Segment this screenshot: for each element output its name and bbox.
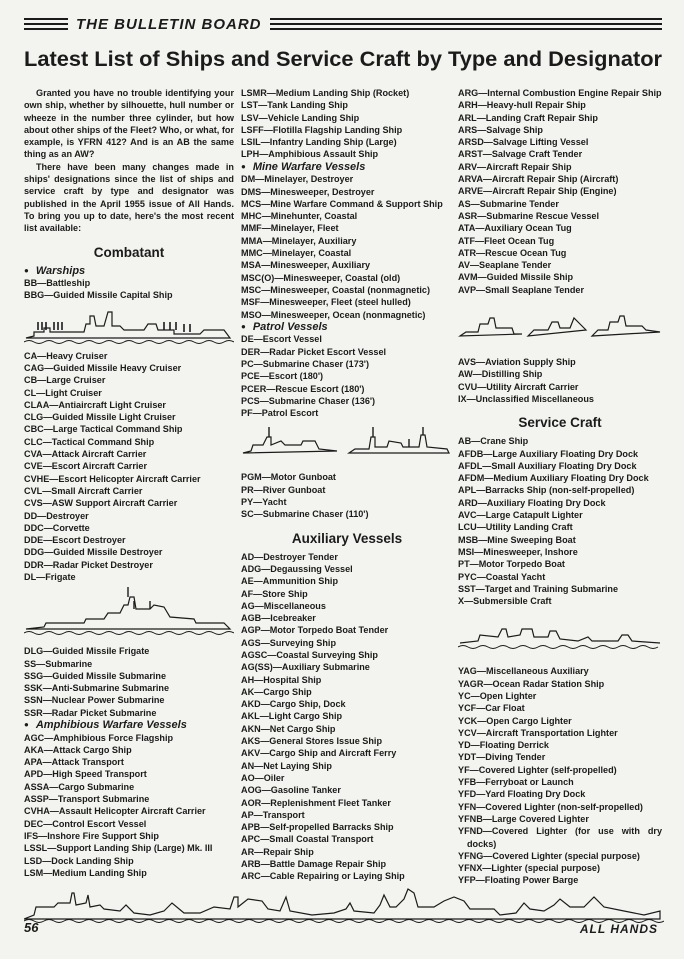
list-item: DEC—Control Escort Vessel (24, 818, 147, 829)
list-item: CLAA—Antiaircraft Light Cruiser (24, 399, 166, 410)
list-item: ASR—Submarine Rescue Vessel (458, 210, 600, 221)
list-item: IX—Unclassified Miscellaneous (458, 393, 594, 404)
list-item: ARV—Aircraft Repair Ship (458, 161, 572, 172)
list-item: PCER—Rescue Escort (180') (241, 383, 365, 394)
list-item: AKV—Cargo Ship and Aircraft Ferry (241, 748, 397, 759)
list-item: AG(SS)—Auxiliary Submarine (241, 662, 370, 673)
list-item: YF—Covered Lighter (self-propelled) (458, 764, 617, 775)
list-item: LSD—Dock Landing Ship (24, 855, 134, 866)
list-item: ARST—Salvage Craft Tender (458, 149, 583, 160)
list-item: ARH—Heavy-hull Repair Ship (458, 100, 586, 111)
list-item: LCU—Utility Landing Craft (458, 522, 573, 533)
list-item: CB—Large Cruiser (24, 375, 106, 386)
list-item: LSSL—Support Landing Ship (Large) Mk. III (24, 843, 213, 854)
list-item: MMC—Minelayer, Coastal (241, 248, 352, 259)
list-item: PR—River Gunboat (241, 484, 326, 495)
list-item: YCF—Car Float (458, 703, 525, 714)
list-item: AF—Store Ship (241, 588, 308, 599)
list-item: AFDL—Small Auxiliary Floating Dry Dock (458, 460, 637, 471)
list-item: APA—Attack Transport (24, 757, 124, 768)
list-item: BBG—Guided Missile Capital Ship (24, 290, 173, 301)
list-item: APC—Small Coastal Transport (241, 834, 374, 845)
list-item: YAGR—Ocean Radar Station Ship (458, 678, 605, 689)
list-item: DDC—Corvette (24, 522, 90, 533)
list-item: AKL—Light Cargo Ship (241, 711, 343, 722)
list-item: AKN—Net Cargo Ship (241, 723, 336, 734)
list-item: YFND—Covered Lighter (for use with dry docks) (458, 826, 662, 849)
list-item: YFP—Floating Power Barge (458, 875, 579, 886)
list-item: ASSP—Transport Submarine (24, 794, 150, 805)
list-item: SSN—Nuclear Power Submarine (24, 695, 165, 706)
list-item: PT—Motor Torpedo Boat (458, 559, 565, 570)
list-item: AGS—Surveying Ship (241, 637, 336, 648)
list-item: AVP—Small Seaplane Tender (458, 284, 585, 295)
list-item: YFNX—Lighter (special purpose) (458, 863, 600, 874)
list-item: LSM—Medium Landing Ship (24, 867, 147, 878)
list-item: SSR—Radar Picket Submarine (24, 707, 157, 718)
list-item: AGSC—Coastal Surveying Ship (241, 649, 378, 660)
list-item: YFN—Covered Lighter (non-self-propelled) (458, 801, 643, 812)
list-item: AK—Cargo Ship (241, 686, 312, 697)
list-item: ADG—Degaussing Vessel (241, 563, 353, 574)
list-item: MSA—Minesweeper, Auxiliary (241, 260, 371, 271)
list-item: AGP—Motor Torpedo Boat Tender (241, 625, 389, 636)
list-item: X—Submersible Craft (458, 596, 552, 607)
column-3-list-b (458, 356, 662, 607)
subsection-heading: ● Amphibious Warfare Vessels (24, 719, 234, 732)
list-item: AFDB—Large Auxiliary Floating Dry Dock (458, 448, 639, 459)
list-item: ASSA—Cargo Submarine (24, 781, 135, 792)
list-item: BB—Battleship (24, 278, 91, 289)
list-item: AGC—Amphibious Force Flagship (24, 732, 174, 743)
list-item: DL—Frigate (24, 572, 76, 582)
list-item: AN—Net Laying Ship (241, 760, 332, 771)
list-item: AH—Hospital Ship (241, 674, 322, 685)
section-title: THE BULLETIN BOARD (76, 15, 262, 33)
list-item: ARSD—Salvage Lifting Vessel (458, 137, 589, 148)
list-item: YFNG—Covered Lighter (special purpose) (458, 850, 640, 861)
list-item: MHC—Minehunter, Coastal (241, 211, 358, 222)
list-item: YAG—Miscellaneous Auxiliary (458, 666, 589, 677)
patrol-vessels-silhouette-icon (241, 419, 453, 471)
list-item: YFNB—Large Covered Lighter (458, 813, 589, 824)
list-item: YCK—Open Cargo Lighter (458, 715, 572, 726)
list-item: YD—Floating Derrick (458, 740, 549, 751)
list-item: CVS—ASW Support Aircraft Carrier (24, 498, 178, 509)
list-item: YFD—Yard Floating Dry Dock (458, 789, 586, 800)
list-item: MMA—Minelayer, Auxiliary (241, 235, 357, 246)
list-item: ARD—Auxiliary Floating Dry Dock (458, 497, 606, 508)
list-item: ATA—Auxiliary Ocean Tug (458, 223, 572, 234)
column-1 (24, 87, 234, 879)
page-title: Latest List of Ships and Service Craft by Type and Designator (24, 48, 662, 71)
list-item: YDT—Diving Tender (458, 752, 546, 763)
list-item: YC—Open Lighter (458, 690, 537, 701)
column-2-list-b (241, 471, 453, 882)
list-item: CBC—Large Tactical Command Ship (24, 424, 183, 435)
subsection-heading: ● Patrol Vessels (241, 321, 453, 334)
list-item: IFS—Inshore Fire Support Ship (24, 830, 159, 841)
list-item: PY—Yacht (241, 497, 287, 508)
list-item: PF—Patrol Escort (241, 408, 319, 419)
list-item: AOR—Replenishment Fleet Tanker (241, 797, 391, 808)
list-item: ARC—Cable Repairing or Laying Ship (241, 871, 405, 882)
cruiser-silhouette-icon (24, 583, 234, 645)
list-item: APD—High Speed Transport (24, 769, 147, 780)
list-item: CLG—Guided Missile Light Cruiser (24, 412, 176, 423)
list-item: CVL—Small Aircraft Carrier (24, 485, 143, 496)
list-item: AFDM—Medium Auxiliary Floating Dry Dock (458, 473, 649, 484)
list-item: DD—Destroyer (24, 510, 89, 521)
subsection-heading: ● Mine Warfare Vessels (241, 161, 453, 174)
list-item: AS—Submarine Tender (458, 198, 559, 209)
list-item: AGB—Icebreaker (241, 613, 316, 624)
section-header (24, 14, 662, 34)
list-item: YFB—Ferryboat or Launch (458, 777, 574, 788)
list-item: ATF—Fleet Ocean Tug (458, 235, 555, 246)
list-item: AE—Ammunition Ship (241, 576, 338, 587)
list-item: ARVE—Aircraft Repair Ship (Engine) (458, 186, 617, 197)
list-item: AW—Distilling Ship (458, 369, 543, 380)
paragraph: There have been many changes made in ships' designations since the list of ships and service craft by type and designator was published in the April 1955 issue of All Hands. To bring you up to date, here's the most recent list available: (24, 161, 234, 234)
list-item: LSV—Vehicle Landing Ship (241, 112, 360, 123)
list-item: LSMR—Medium Landing Ship (Rocket) (241, 88, 410, 98)
list-item: ARG—Internal Combustion Engine Repair Ship (458, 88, 662, 98)
list-item: CLC—Tactical Command Ship (24, 436, 155, 447)
list-item: SS—Submarine (24, 658, 93, 669)
list-item: DDE—Escort Destroyer (24, 535, 126, 546)
list-item: CVU—Utility Aircraft Carrier (458, 381, 579, 392)
list-item: PYC—Coastal Yacht (458, 571, 546, 582)
list-item: AR—Repair Ship (241, 846, 314, 857)
list-item: AOG—Gasoline Tanker (241, 785, 341, 796)
list-item: AB—Crane Ship (458, 436, 529, 447)
list-item: DER—Radar Picket Escort Vessel (241, 346, 387, 357)
list-item: MSC(O)—Minesweeper, Coastal (old) (241, 272, 401, 283)
list-item: SST—Target and Training Submarine (458, 583, 619, 594)
list-item: MMF—Minelayer, Fleet (241, 223, 339, 234)
list-item: PCE—Escort (180') (241, 371, 324, 382)
list-item: CVHE—Escort Helicopter Aircraft Carrier (24, 473, 201, 484)
list-item: APL—Barracks Ship (non-self-propelled) (458, 485, 635, 496)
section-heading: Auxiliary Vessels (291, 530, 403, 546)
battleship-silhouette-icon (24, 302, 234, 350)
list-item: SSK—Anti-Submarine Submarine (24, 683, 170, 694)
list-item: DDR—Radar Picket Destroyer (24, 559, 153, 570)
section-heading: Service Craft (518, 415, 602, 431)
list-item: YCV—Aircraft Transportation Lighter (458, 727, 618, 738)
list-item: CAG—Guided Missile Heavy Cruiser (24, 362, 182, 373)
list-item: MSI—Minesweeper, Inshore (458, 546, 578, 557)
list-item: PCS—Submarine Chaser (136') (241, 395, 376, 406)
list-item: MSF—Minesweeper, Fleet (steel hulled) (241, 297, 411, 308)
list-item: MCS—Mine Warfare Command & Support Ship (241, 198, 443, 209)
list-item: LSFF—Flotilla Flagship Landing Ship (241, 124, 403, 135)
column-3-list-c (458, 665, 662, 886)
list-item: CVE—Escort Aircraft Carrier (24, 461, 147, 472)
list-item: ARL—Landing Craft Repair Ship (458, 112, 598, 123)
list-item: MSC—Minesweeper, Coastal (nonmagnetic) (241, 284, 430, 295)
fleet-silhouette-footer-icon (24, 885, 664, 923)
list-item: LSIL—Infantry Landing Ship (Large) (241, 137, 397, 148)
list-item: ARB—Battle Damage Repair Ship (241, 859, 387, 870)
list-item: CL—Light Cruiser (24, 387, 102, 398)
column-1-list-b (24, 645, 234, 879)
list-item: SC—Submarine Chaser (110') (241, 509, 369, 520)
list-item: DMS—Minesweeper, Destroyer (241, 186, 375, 197)
list-item: SSG—Guided Missile Submarine (24, 670, 166, 681)
list-item: AKD—Cargo Ship, Dock (241, 699, 346, 710)
list-item: LPH—Amphibious Assault Ship (241, 149, 379, 160)
list-item: DM—Minelayer, Destroyer (241, 174, 354, 185)
subsection-heading: ● Warships (24, 265, 234, 278)
column-1-intro (24, 87, 234, 302)
list-item: DLG—Guided Missile Frigate (24, 646, 150, 657)
list-item: MSB—Mine Sweeping Boat (458, 534, 576, 545)
list-item: DE—Escort Vessel (241, 334, 322, 345)
list-item: AG—Miscellaneous (241, 600, 326, 611)
page-number: 56 (24, 920, 39, 935)
section-heading: Combatant (93, 244, 165, 260)
service-craft-silhouette-icon (458, 607, 662, 665)
list-item: CVA—Attack Aircraft Carrier (24, 449, 147, 460)
list-item: AKA—Attack Cargo Ship (24, 744, 132, 755)
paragraph: Granted you have no trouble identifying your own ship, whether by silhouette, hull number or wheeze in the number three cylinder, but how about other ships of the Fleet? Who, or what, for example, is YFRN 412? And is an AB the same thing as an AW? (24, 88, 234, 160)
column-2 (241, 87, 453, 883)
list-item: APB—Self-propelled Barracks Ship (241, 822, 394, 833)
magazine-name: ALL HANDS (579, 922, 658, 936)
list-item: CA—Heavy Cruiser (24, 350, 108, 361)
list-item: ARS—Salvage Ship (458, 124, 543, 135)
column-3-list-a (458, 87, 662, 296)
list-item: PGM—Motor Gunboat (241, 472, 336, 483)
list-item: MSO—Minesweeper, Ocean (nonmagnetic) (241, 309, 426, 320)
header-rule-left (24, 18, 68, 30)
header-rule-right (270, 18, 663, 30)
column-1-list-a (24, 350, 234, 584)
list-item: AVS—Aviation Supply Ship (458, 357, 576, 368)
list-item: PC—Submarine Chaser (173') (241, 358, 370, 369)
list-item: AV—Seaplane Tender (458, 260, 552, 271)
list-item: AO—Oiler (241, 772, 285, 783)
list-item: AP—Transport (241, 809, 305, 820)
list-item: AVC—Large Catapult Lighter (458, 510, 583, 521)
list-item: AKS—General Stores Issue Ship (241, 736, 382, 747)
column-2-list-a (241, 87, 453, 419)
list-item: CVHA—Assault Helicopter Aircraft Carrier (24, 806, 206, 817)
list-item: LST—Tank Landing Ship (241, 100, 348, 111)
list-item: AD—Destroyer Tender (241, 551, 338, 562)
list-item: ARVA—Aircraft Repair Ship (Aircraft) (458, 174, 619, 185)
list-item: ATR—Rescue Ocean Tug (458, 247, 567, 258)
column-3 (458, 87, 662, 887)
auxiliary-silhouette-icon (458, 296, 662, 356)
list-item: DDG—Guided Missile Destroyer (24, 547, 163, 558)
list-item: AVM—Guided Missile Ship (458, 272, 574, 283)
